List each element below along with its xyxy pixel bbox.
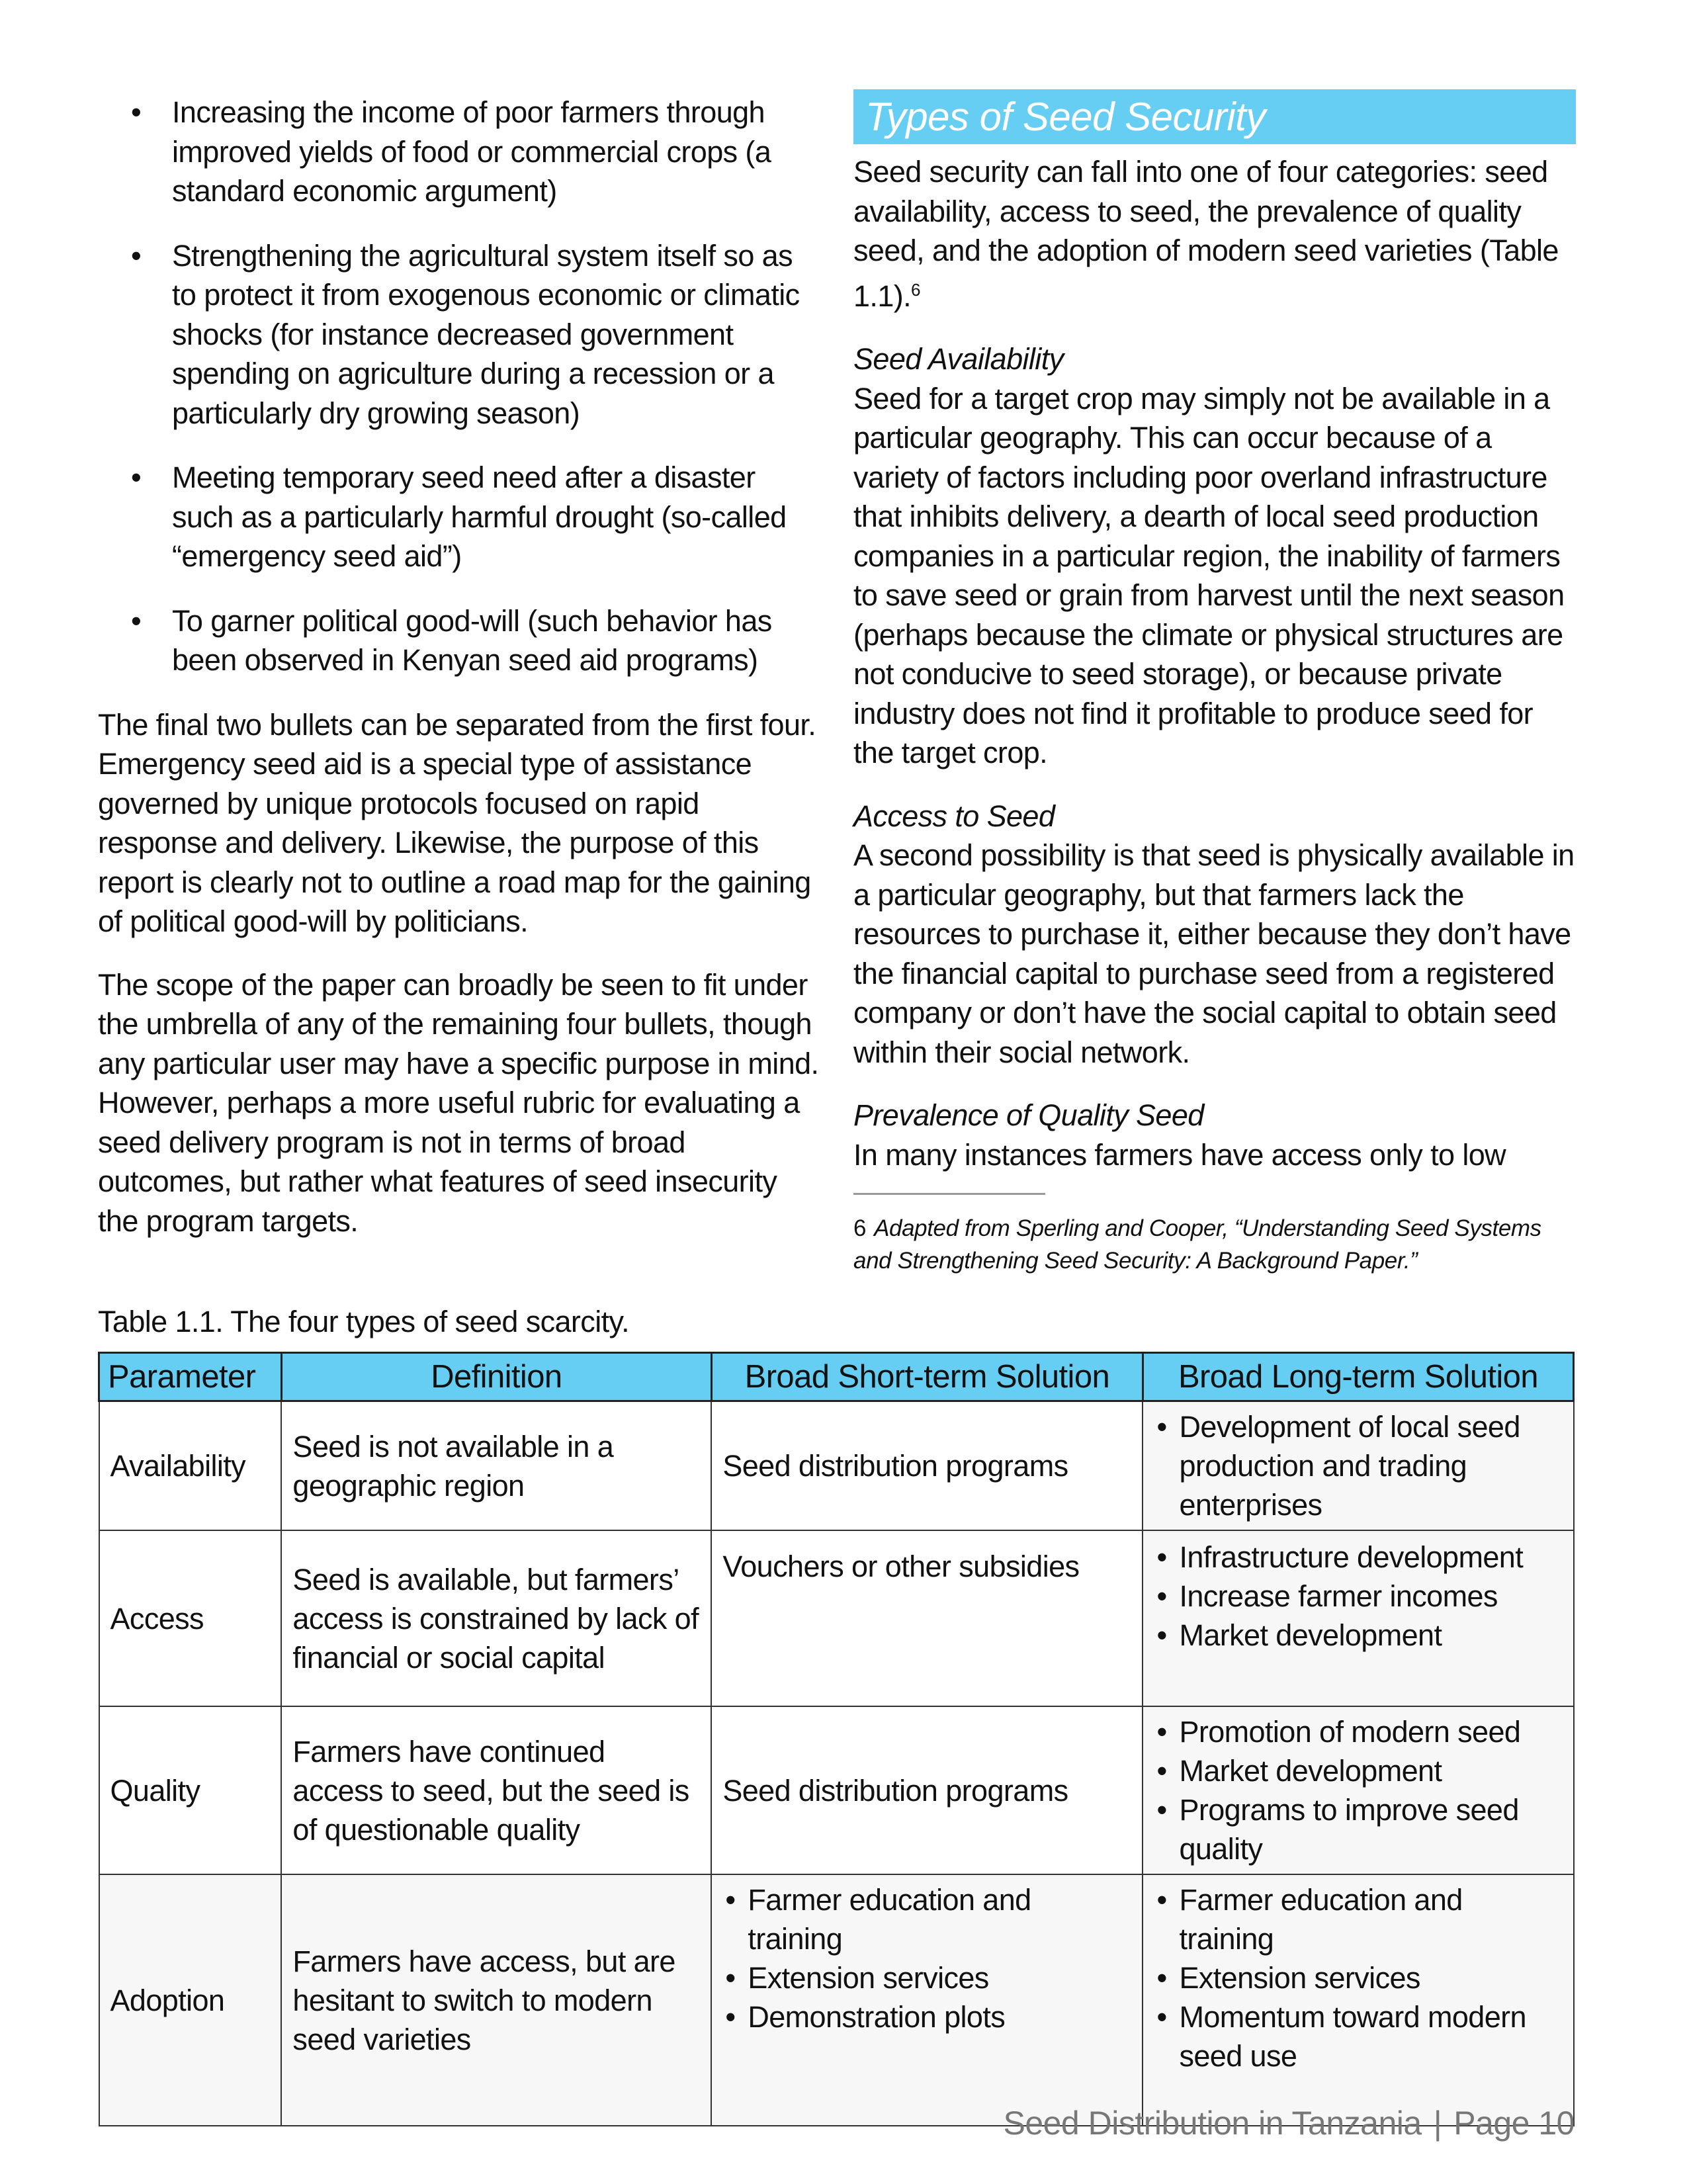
list-item: • Meeting temporary seed need after a disaster such as a particularly harmful drought (so-called “emergency seed aid”) [98, 458, 819, 576]
list-item: • Demonstration plots [722, 1997, 1131, 2036]
bullet-icon: • [1156, 1961, 1167, 1995]
list-item: • Market development [1154, 1751, 1562, 1790]
table-row [99, 1874, 1574, 2126]
subsection-title: Access to Seed [853, 799, 1055, 833]
subsection-body: Seed for a target crop may simply not be available in a particular geography. This can occur because of a variety of factors including poor overland infrastructure that inhibits delivery, a dearth of local seed production companies in a particular region, the inability of farmers to save seed or grain from harvest until the next season (perhaps because the climate or physical structures are not conducive to seed storage), or because private industry does not find it profitable to produce seed for the target crop. [853, 381, 1565, 769]
list-item: • Infrastructure development [1154, 1538, 1562, 1577]
left-column [98, 93, 819, 1264]
cell-short-term [711, 1874, 1143, 2126]
cell-parameter: Adoption [99, 1874, 282, 2126]
subsection-title: Seed Availability [853, 342, 1064, 376]
cell-definition: Seed is available, but farmers’ access is constrained by lack of financial or social capital [281, 1530, 711, 1706]
list-item: • Programs to improve seed quality [1154, 1790, 1562, 1868]
page-label: Page [1453, 2105, 1530, 2142]
bullet-icon: • [131, 238, 142, 273]
footnote-ref[interactable]: 6 [911, 279, 920, 300]
list-item: • Increasing the income of poor farmers through improved yields of food or commercial crops (a standard economic argument) [98, 93, 819, 211]
bullet-icon: • [725, 1961, 736, 1995]
table-caption [98, 1302, 629, 1342]
body-paragraph: The scope of the paper can broadly be seen to fit under the umbrella of any of the remaining four bullets, though any particular user may have a specific purpose in mind. However, perhaps a more useful rubric for evaluating a seed delivery program is not in terms of broad outcomes, but rather what features of seed insecurity the program targets. [98, 967, 819, 1238]
bullet-icon: • [1156, 1883, 1167, 1917]
bullet-icon: • [131, 603, 142, 638]
page-footer [1003, 2104, 1575, 2142]
cell-long-term [1143, 1401, 1573, 1531]
cell-parameter: Access [99, 1530, 282, 1706]
cell-long-term [1143, 1530, 1573, 1706]
list-item: • To garner political good-will (such behavior has been observed in Kenyan seed aid programs) [98, 601, 819, 680]
list-item: • Extension services [1154, 1958, 1562, 1997]
list-item: • Extension services [722, 1958, 1131, 1997]
section-heading: Types of Seed Security [853, 89, 1576, 144]
column-header-parameter: Parameter [99, 1353, 282, 1401]
subsection-availability [853, 339, 1576, 773]
list-item: • Promotion of modern seed [1154, 1712, 1562, 1751]
cell-parameter: Quality [99, 1706, 282, 1874]
table-row [99, 1706, 1574, 1874]
subsection-body: A second possibility is that seed is physically available in a particular geography, but that farmers lack the resources to purchase it, either because they don’t have the financial capital to purchase seed from a registered company or don’t have the social capital to obtain seed within their social network. [853, 838, 1575, 1069]
page-number: 10 [1538, 2105, 1575, 2142]
bullet-icon: • [1156, 1793, 1167, 1827]
cell-definition: Farmers have access, but are hesitant to switch to modern seed varieties [281, 1874, 711, 2126]
bullet-icon: • [1156, 1540, 1167, 1574]
body-paragraph: The final two bullets can be separated from the first four. Emergency seed aid is a special type of assistance governed by unique protocols focused on rapid response and delivery. Likewise, the purpose of this report is clearly not to outline a road map for the gaining of political good-will by politicians. [98, 707, 816, 938]
cell-definition: Farmers have continued access to seed, but the seed is of questionable quality [281, 1706, 711, 1874]
list-item: • Strengthening the agricultural system itself so as to protect it from exogenous economic or climatic shocks (for instance decreased government spending on agriculture during a recession or a particularly dry growing season) [98, 236, 819, 433]
cell-long-term [1143, 1874, 1573, 2126]
table-header-row [99, 1353, 1574, 1401]
footnote-divider [853, 1193, 1045, 1195]
table-row [99, 1530, 1574, 1706]
list-item: • Development of local seed production and trading enterprises [1154, 1407, 1562, 1524]
table-caption-label: Table 1.1. [98, 1305, 224, 1338]
table-caption-text: The four types of seed scarcity. [230, 1305, 629, 1338]
subsection-quality [853, 1096, 1576, 1174]
bullet-icon: • [725, 2000, 736, 2034]
list-item: • Increase farmer incomes [1154, 1577, 1562, 1616]
right-column [853, 89, 1576, 1277]
list-item: • Farmer education and training [722, 1880, 1131, 1958]
cell-definition: Seed is not available in a geographic region [281, 1401, 711, 1531]
document-title: Seed Distribution in Tanzania [1003, 2105, 1422, 2142]
bullet-icon: • [1156, 1410, 1167, 1444]
footnote-number: 6 [853, 1215, 867, 1241]
bullet-icon: • [131, 460, 142, 494]
cell-short-term: Seed distribution programs [711, 1401, 1143, 1531]
subsection-title: Prevalence of Quality Seed [853, 1098, 1204, 1132]
list-item: • Market development [1154, 1616, 1562, 1655]
bullet-icon: • [131, 95, 142, 129]
bullet-icon: • [1156, 1579, 1167, 1613]
cell-parameter: Availability [99, 1401, 282, 1531]
list-item: • Momentum toward modern seed use [1154, 1997, 1562, 2075]
subsection-body: In many instances farmers have access only to low [853, 1137, 1506, 1172]
footnote-text: Adapted from Sperling and Cooper, “Understanding Seed Systems and Strengthening Seed Security: A Background Paper.” [853, 1215, 1541, 1274]
footnote [853, 1212, 1576, 1277]
subsection-access [853, 797, 1576, 1072]
bullet-icon: • [1156, 1754, 1167, 1788]
purpose-bullet-list [98, 93, 819, 680]
table-row [99, 1401, 1574, 1531]
bullet-icon: • [1156, 2000, 1167, 2034]
cell-long-term [1143, 1706, 1573, 1874]
bullet-icon: • [1156, 1618, 1167, 1652]
cell-short-term: Seed distribution programs [711, 1706, 1143, 1874]
bullet-icon: • [725, 1883, 736, 1917]
seed-scarcity-table [98, 1352, 1575, 2126]
footer-separator: | [1433, 2105, 1442, 2142]
column-header-long-term: Broad Long-term Solution [1143, 1353, 1573, 1401]
intro-paragraph: Seed security can fall into one of four categories: seed availability, access to seed, the prevalence of quality seed, and the adoption of modern seed varieties (Table 1.1).$^6$ [853, 155, 1559, 313]
column-header-short-term: Broad Short-term Solution [711, 1353, 1143, 1401]
column-header-definition: Definition [281, 1353, 711, 1401]
bullet-icon: • [1156, 1715, 1167, 1749]
list-item: • Farmer education and training [1154, 1880, 1562, 1958]
cell-short-term: Vouchers or other subsidies [711, 1530, 1143, 1706]
